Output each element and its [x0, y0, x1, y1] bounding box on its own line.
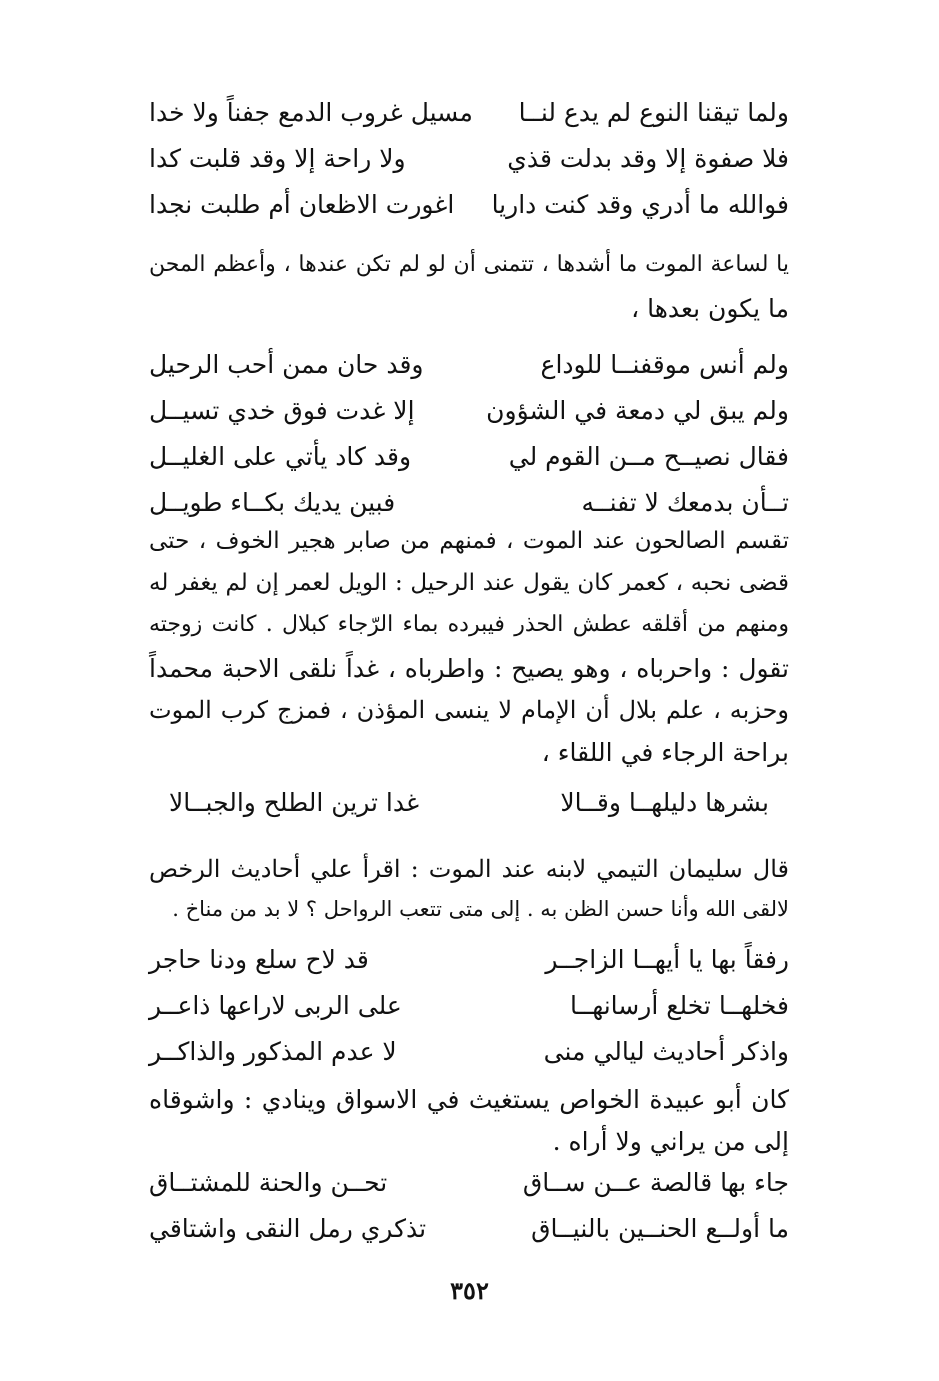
verse-second-hemistich: على الربى لاراعها ذاعــر — [149, 991, 402, 1020]
prose-line: يا لساعة الموت ما أشدها ، تتمنى أن لو لم تكن عندها ، وأعظم المحن — [149, 252, 789, 277]
verse-first-hemistich: جاء بها قالصة عــن ســاق — [522, 1168, 789, 1197]
verse-second-hemistich: غدا ترين الطلح والجبــالا — [169, 788, 420, 817]
prose-line: تقسم الصالحون عند الموت ، فمنهم من صابر هجير الخوف ، حتى — [149, 528, 789, 554]
poem-block-5 — [149, 1168, 789, 1260]
verse-line — [149, 98, 789, 144]
page-number: ٣٥٢ — [450, 1276, 489, 1305]
verse-second-hemistich: لا عدم المذكور والذاكــر — [149, 1037, 397, 1066]
prose-line: لالقى الله وأنا حسن الظن به . إلى متى تتعب الرواحل ؟ لا بد من مناخ . — [172, 897, 789, 921]
verse-second-hemistich: ولا راحة إلا وقد قلبت كدا — [149, 144, 406, 173]
verse-first-hemistich: فقال نصيــح مــن القوم لي — [508, 442, 789, 471]
verse-first-hemistich: ولم يبق لي دمعة في الشؤون — [486, 396, 789, 425]
verse-second-hemistich: اغورت الاظعان أم طلبت نجدا — [149, 190, 455, 219]
verse-second-hemistich: مسيل غروب الدمع جفناً ولا خدا — [149, 98, 473, 127]
verse-second-hemistich: تحــن والحنة للمشتــاق — [149, 1168, 388, 1197]
verse-line — [149, 396, 789, 442]
verse-first-hemistich: واذكر أحاديث ليالي منى — [543, 1037, 789, 1066]
verse-line — [149, 1168, 789, 1214]
verse-line — [149, 190, 789, 236]
verse-first-hemistich: رفقاً بها يا أيهــا الزاجــر — [545, 945, 789, 974]
prose-line: تقول : واحرباه ، وهو يصيح : واطرباه ، غداً نلقى الاحبة محمداً — [149, 654, 789, 683]
prose-line: ومنهم من أقلقه عطش الحذر فيبرده بماء الرّجاء كبلال . كانت زوجته — [149, 612, 789, 637]
verse-second-hemistich: فبين يديك بكــاء طويــل — [149, 488, 396, 517]
verse-line — [149, 945, 789, 991]
verse-second-hemistich: قد لاح سلع ودنا حاجر — [149, 945, 369, 974]
prose-line: ما يكون بعدها ، — [631, 294, 789, 323]
verse-second-hemistich: وقد كاد يأتي على الغليــل — [149, 442, 412, 471]
verse-first-hemistich: فلا صفوة إلا وقد بدلت قذي — [507, 144, 789, 173]
prose-line: براحة الرجاء في اللقاء ، — [541, 738, 789, 767]
prose-paragraph-2 — [149, 528, 789, 780]
poem-block-4 — [149, 945, 789, 1083]
poem-block-2 — [149, 350, 789, 534]
verse-second-hemistich: تذكري رمل النقى واشتاقي — [149, 1214, 427, 1243]
verse-line — [149, 144, 789, 190]
poem-block-1 — [149, 98, 789, 236]
prose-paragraph-1 — [149, 252, 789, 336]
prose-line: كان أبو عبيدة الخواص يستغيث في الاسواق وينادي : واشوقاه — [149, 1085, 789, 1114]
prose-line: إلى من يراني ولا أراه . — [552, 1127, 789, 1156]
poem-block-3 — [169, 788, 769, 834]
prose-paragraph-4 — [149, 1085, 789, 1169]
verse-first-hemistich: ولما تيقنا النوع لم يدع لنــا — [518, 98, 789, 127]
prose-line: قال سليمان التيمي لابنه عند الموت : اقرأ علي أحاديث الرخص — [149, 855, 789, 883]
verse-line — [149, 1214, 789, 1260]
verse-first-hemistich: فوالله ما أدري وقد كنت داريا — [491, 190, 789, 219]
verse-line — [149, 991, 789, 1037]
verse-line — [149, 442, 789, 488]
verse-first-hemistich: ولم أنس موقفنــا للوداع — [540, 350, 789, 379]
prose-paragraph-3 — [149, 855, 789, 939]
verse-first-hemistich: ما أولــع الحنــين بالنيــاق — [531, 1214, 789, 1243]
verse-line — [149, 1037, 789, 1083]
prose-line: قضى نحبه ، كعمر كان يقول عند الرحيل : الويل لعمر إن لم يغفر له — [149, 570, 789, 596]
verse-first-hemistich: فخلهــا تخلع أرسانهــا — [569, 991, 789, 1020]
verse-first-hemistich: تــأن بدمعك لا تفنــه — [581, 488, 789, 517]
verse-second-hemistich: وقد حان ممن أحب الرحيل — [149, 350, 424, 379]
verse-line — [149, 350, 789, 396]
verse-line — [169, 788, 769, 834]
prose-line: وحزبه ، علم بلال أن الإمام لا ينسى المؤذن ، فمزج كرب الموت — [149, 696, 789, 724]
verse-second-hemistich: إلا غدت فوق خدي تسيــل — [149, 396, 415, 425]
verse-first-hemistich: بشرها دليلهــا وقــالا — [560, 788, 769, 817]
